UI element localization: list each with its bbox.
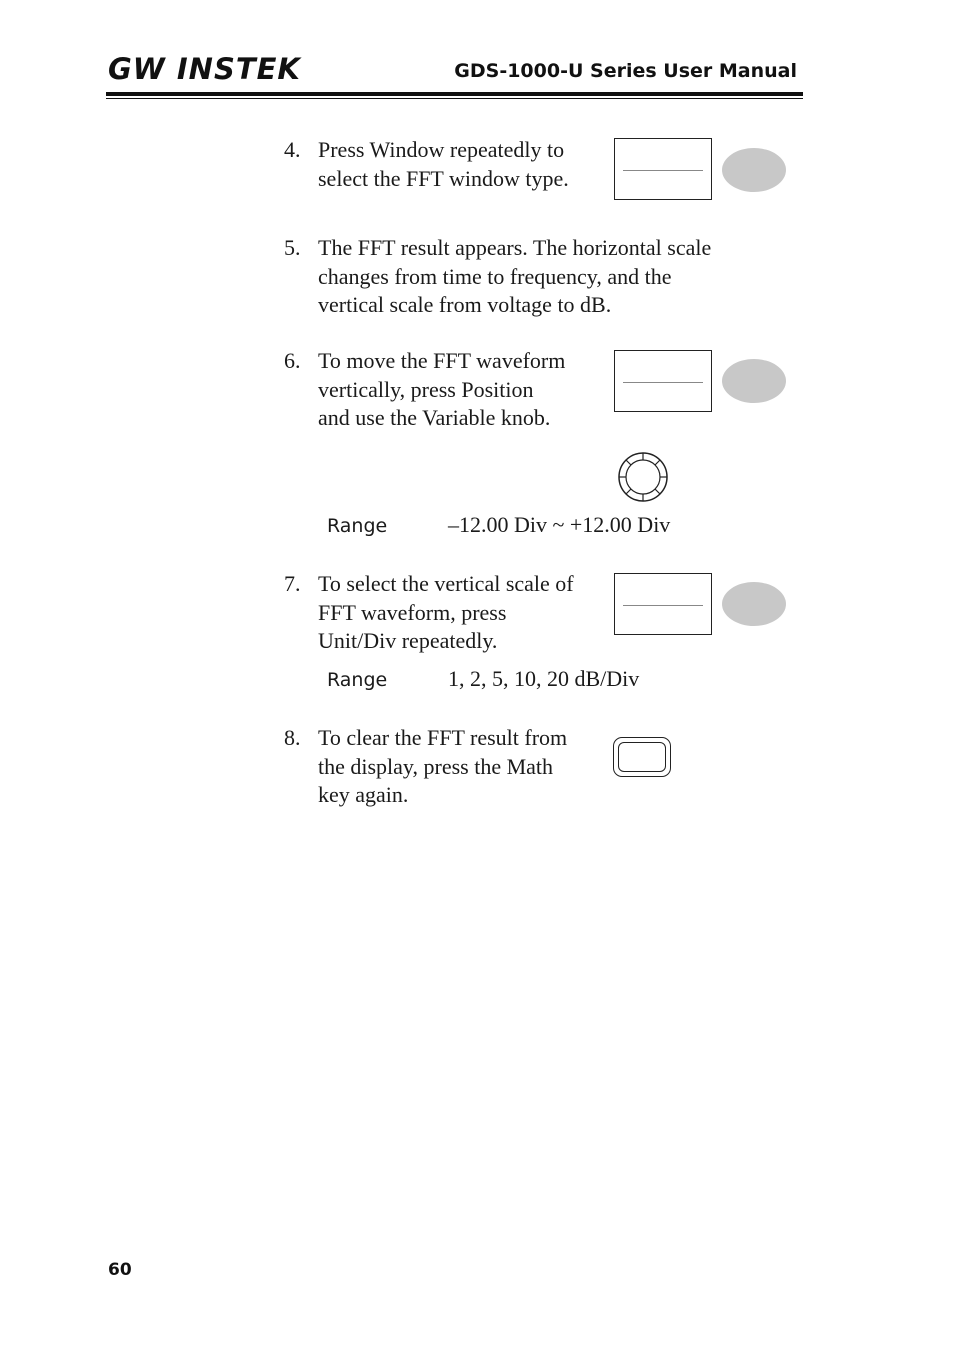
softkey-button-icon [614, 138, 712, 200]
range-value: 1, 2, 5, 10, 20 dB/Div [448, 666, 640, 691]
range-label: Range [327, 515, 388, 537]
step-text: To move the FFT waveform vertically, press Position and use the Variable knob. [318, 348, 566, 430]
step-text: To select the vertical scale of FFT waveform, press Unit/Div repeatedly. [318, 571, 574, 653]
oval-button-icon [722, 359, 786, 403]
step-text: The FFT result appears. The horizontal scale changes from time to frequency, and the vertical scale from voltage to dB. [318, 235, 712, 317]
math-key-icon [613, 737, 671, 777]
step-number: 5. [284, 235, 301, 260]
step-number: 7. [284, 571, 301, 596]
manual-title: GDS-1000-U Series User Manual [454, 60, 797, 82]
step-number: 8. [284, 725, 301, 750]
softkey-button-icon [614, 350, 712, 412]
step-text: To clear the FFT result from the display, press the Math key again. [318, 725, 568, 807]
range-value: –12.00 Div ~ +12.00 Div [448, 512, 671, 537]
step-text: Press Window repeatedly to select the FFT window type. [318, 137, 569, 191]
step-number: 6. [284, 348, 301, 373]
header-divider-thin [106, 98, 803, 99]
header-divider-thick [106, 92, 803, 96]
range-label: Range [327, 669, 388, 691]
step-number: 4. [284, 137, 301, 162]
brand-logo: GW INSTEK [108, 52, 301, 86]
variable-knob-icon [617, 451, 669, 503]
oval-button-icon [722, 582, 786, 626]
oval-button-icon [722, 148, 786, 192]
softkey-button-icon [614, 573, 712, 635]
page-number: 60 [108, 1260, 132, 1280]
